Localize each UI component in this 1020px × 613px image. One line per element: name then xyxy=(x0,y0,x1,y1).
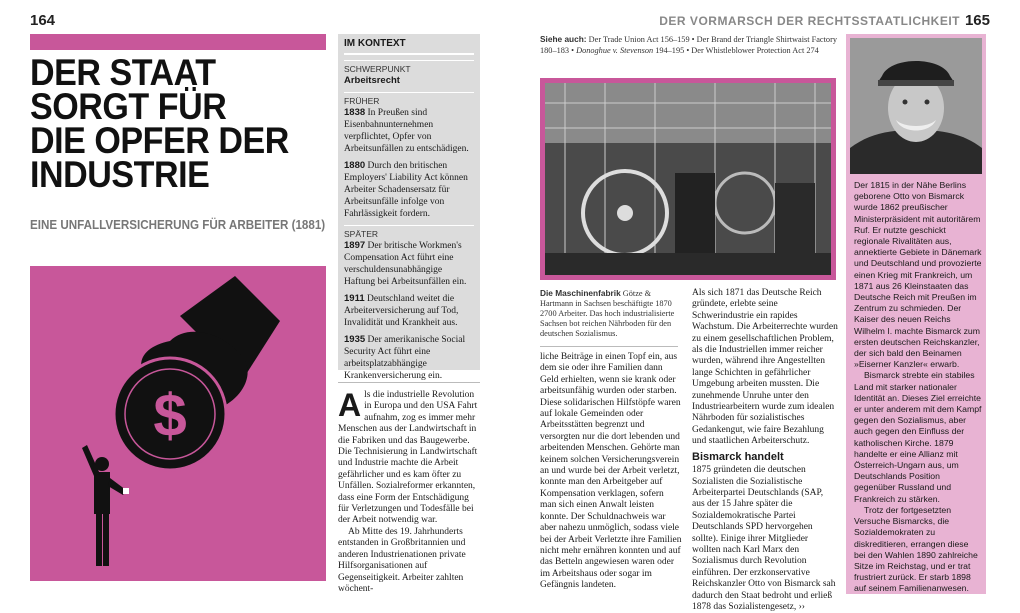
title-line: DIE OPFER DER xyxy=(30,120,289,161)
hand-coin-graphic xyxy=(30,266,326,581)
svg-text:$: $ xyxy=(153,382,187,449)
factory-engraving-frame xyxy=(540,78,836,280)
context-entry: 1935 Der amerikanische Social Security Act führt eine arbeitsplatzabhängige Krankenversicherung ein. xyxy=(344,334,466,381)
factory-engraving-graphic xyxy=(545,83,831,275)
running-head: DER VORMARSCH DER RECHTSSTAATLICHKEIT xyxy=(659,14,960,28)
page-title xyxy=(30,52,306,195)
focus-label: SCHWERPUNKT xyxy=(344,60,474,75)
paragraph: Der 1815 in der Nähe Berlins geborene Otto von Bismarck wurde 1862 preußischer Ministerpräsident mit autoritärem Ruf. Er nutzte geschickt regionale Rivalitäten aus, annektierte Gebiete in Dänemark und Deutschland und provozierte einen Krieg mit Frankreich, um 1871 aus 26 Kleinstaaten das Deutsche Reich mit Preußen im Zentrum zu schmieden. Der Kaiser des neuen Reichs Wilhelm I. machte Bismarck zum ersten deutschen Reichskanzler, der sich bald den Beinamen »Eiserner Kanzler« erwarb. xyxy=(854,180,982,370)
context-box xyxy=(338,34,480,381)
paragraph: Trotz der fortgesetzten Versuche Bismarcks, die Sozialdemokraten zu diskreditieren, errangen diese bei den Wahlen 1890 zahlreiche Sitze im Reichstag, und er trat frustriert zurück. Er starb 1898 auf seinem Familienanwesen. xyxy=(854,504,978,594)
column-rule xyxy=(540,346,678,347)
factory-engraving xyxy=(545,83,831,275)
paragraph: Ab Mitte des 19. Jahrhunderts entstanden in Großbritannien und anderen Industrienationen private Hilfsorganisationen auf Gegenseitigkeit. Arbeiter zahlten wöchent- xyxy=(338,526,466,594)
page-number-right: 165 xyxy=(964,12,990,29)
hand-coin-illustration xyxy=(30,266,326,581)
context-entry: 1838 In Preußen sind Eisenbahnunternehmen verpflichtet, Opfer von Arbeitsunfällen zu entschädigen. xyxy=(344,107,469,154)
page-number-left: 164 xyxy=(30,12,56,29)
paragraph: Bismarck strebte ein stabiles Land mit starker nationaler Identität an. Dieses Ziel erreichte er unter anderem mit dem Kampf gegen den Sozialismus, aber auch gegen den Einfluss der katholischen Kirche. 1879 handelte er eine Allianz mit Österreich-Ungarn aus, um Deutschlands Position gegenüber Russland und Frankreich zu stärken. xyxy=(854,370,982,504)
paragraph: ls die industrielle Revolution in Europa und den USA Fahrt aufnahm, zog es immer mehr Menschen aus der Landwirtschaft in die Fabriken und das Baugewerbe. Die Technisierung in Landwirtschaft und Industrie machte die Arbeit gefährlicher und es kam öfter zu Unfällen. Sozialreformer erkannten, dass eine Form der Entschädigung für Verletzungen und Todesfälle bei der Arbeit notwendig war. xyxy=(338,390,478,526)
portrait-graphic xyxy=(850,38,982,174)
see-also: Siehe auch: Der Trade Union Act 156–159 • Der Brand der Triangle Shirtwaist Factory 180–183 • Donoghue v. Stevenson 194–195 • Der Whistleblower Protection Act 274 xyxy=(540,34,837,55)
title-line: DER STAAT xyxy=(30,52,216,93)
section-heading: Bismarck handelt xyxy=(692,450,784,463)
before-label: FRÜHER xyxy=(344,92,474,107)
body-column-1 xyxy=(338,387,480,594)
page-subtitle: EINE UNFALLVERSICHERUNG FÜR ARBEITER (1881) xyxy=(30,218,326,232)
context-entry: 1897 Der britische Workmen's Compensation Act führt eine verschuldensunabhängige Haftung bei Arbeitsunfällen ein. xyxy=(344,240,467,287)
body-column-2: liche Beiträge in einen Topf ein, aus dem sie oder ihre Familien dann Geld erhielten, wenn sie krank oder arbeitsunfähig wurden oder starben. Diese solidarischen Hilfstöpfe waren auf lokale Gemeinden oder Arbeitsstätten begrenzt und versorgten nur die dort lebenden und arbeitenden Menschen. Gehörte man keinem solchen Versicherungsverein an und wurde bei der Arbeit verletzt, konnte man den Arbeitgeber auf Kompensation verklagen, sofern man sich einen Anwalt leisten konnte. Der Schuldnachweis war aber nahezu unmöglich, sodass viele bei der Arbeit Verletzte ihre Familien nicht mehr ernähren konnten und auf das Betteln angewiesen waren oder im Arbeitshaus oder sogar im Gefängnis landeten. xyxy=(540,352,682,591)
title-line: SORGT FÜR xyxy=(30,86,227,127)
paragraph: Als sich 1871 das Deutsche Reich gründete, erlebte seine Schwerindustrie ein rapides Wachstum. Die Arbeiterrechte wurden zu einem gesellschaftlichen Problem, als die Industriellen immer reicher wurden, während ihre Angestellten lange Schichten in gefährlicher Umgebung arbeiten mussten. Die zunehmende Unruhe unter den Industriearbeitern wurde zum idealen Nährboden für sozialistisches Gedankengut, wie faire Bezahlung und staatlichen Arbeiterschutz. xyxy=(692,288,838,447)
paragraph: 1875 gründeten die deutschen Sozialisten die Sozialistische Arbeiterpartei Deutschlands (SAP, aus der 15 Jahre später die Sozialdemokratische Partei Deutschlands SPD hervorgehen sollte). Einige ihrer Mitglieder wollten nach Karl Marx den Sozialismus durch Revolution einführen. Der erzkonservative Reichskanzler Otto von Bismarck sah dadurch den Staat bedroht und erließ 1878 das Sozialistengesetz, ›› xyxy=(692,465,836,612)
context-entry: 1880 Durch den britischen Employers' Liability Act können Arbeiter Schadensersatz für Arbeitsunfälle infolge von Fahrlässigkeit fordern. xyxy=(344,160,468,219)
context-heading: IM KONTEXT xyxy=(344,38,474,55)
image-caption: Die Maschinenfabrik Götze & Hartmann in Sachsen beschäftigte 1870 2700 Arbeiter. Das hoch industrialisierte Sachsen bot reichen Nährboden für den deutschen Sozialismus. xyxy=(540,288,675,338)
focus-value: Arbeitsrecht xyxy=(344,75,400,86)
after-label: SPÄTER xyxy=(344,225,474,240)
pink-header-bar xyxy=(30,34,326,50)
context-entry: 1911 Deutschland weitet die Arbeiterversicherung auf Tod, Invalidität und Krankheit aus. xyxy=(344,293,459,328)
body-column-3 xyxy=(692,288,838,612)
column-rule xyxy=(338,382,480,383)
drop-cap: A xyxy=(338,387,362,423)
bismarck-portrait xyxy=(850,38,982,174)
biography-text xyxy=(854,180,982,595)
title-line: INDUSTRIE xyxy=(30,154,210,195)
